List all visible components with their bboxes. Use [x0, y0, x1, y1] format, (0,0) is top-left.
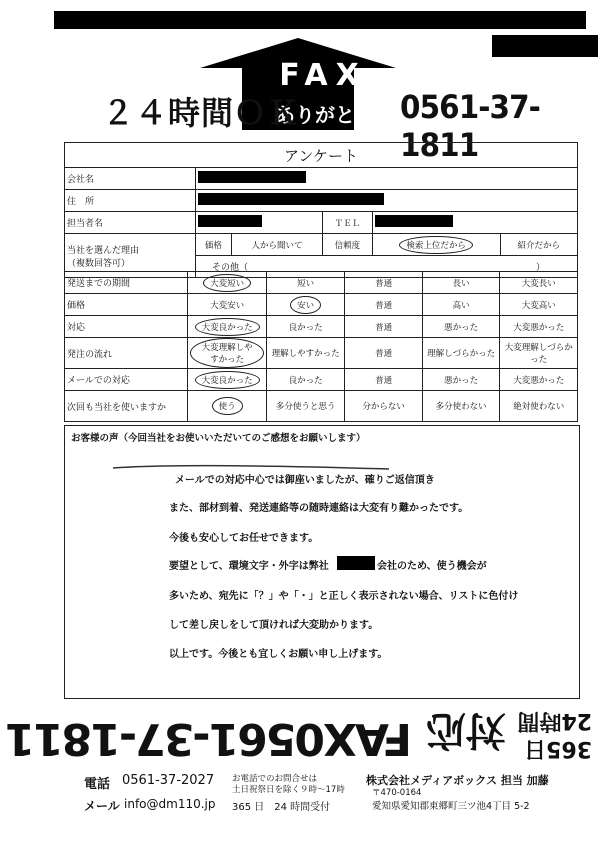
rating-row: [65, 294, 578, 316]
rating-option-selected: 使う: [212, 397, 243, 415]
rating-option[interactable]: [188, 369, 266, 391]
rating-option[interactable]: [422, 338, 500, 369]
rating-option[interactable]: [345, 316, 423, 338]
rating-option-label: 悪かった: [444, 375, 479, 386]
reason-option-search[interactable]: [372, 234, 500, 256]
rating-option-label: 良かった: [288, 322, 323, 333]
rating-option[interactable]: [188, 338, 266, 369]
rating-option-label: 理解しやすかった: [271, 349, 340, 359]
rating-option[interactable]: [188, 294, 266, 316]
rating-option[interactable]: [422, 391, 500, 422]
rating-option-selected: 安い: [290, 296, 321, 314]
rating-option[interactable]: [500, 272, 578, 294]
rating-option[interactable]: [266, 294, 344, 316]
reason-option-referral-word[interactable]: 人から聞いて: [231, 234, 322, 256]
rating-row-label: 発注の流れ: [65, 338, 188, 369]
comments-title: お客様の声（今回当社をお使いいただいてのご感想をお願いします）: [71, 433, 366, 444]
rating-option-label: 良かった: [288, 375, 323, 386]
rating-option-label: 大変長い: [521, 278, 556, 289]
rating-option[interactable]: [266, 338, 344, 369]
rating-option[interactable]: [422, 272, 500, 294]
rating-option[interactable]: [500, 316, 578, 338]
reason-sub-text: （複数回答可）: [67, 258, 131, 269]
rating-option-label: 大変理解しづらかった: [504, 343, 573, 365]
survey-title: アンケート: [65, 143, 578, 168]
rating-option-label: 多分使うと思う: [275, 402, 336, 412]
rating-option[interactable]: [345, 294, 423, 316]
comments-box: [64, 425, 580, 699]
rating-option[interactable]: [500, 391, 578, 422]
rating-row-label: 次回も当社を使いますか: [65, 391, 188, 422]
rating-option-label: 普通: [375, 375, 393, 386]
footer-tel-label: 電話: [84, 777, 111, 792]
footer-mail: info@dm110.jp: [124, 797, 216, 811]
rating-row: [65, 316, 578, 338]
reason-option-introduction[interactable]: 紹介だから: [500, 234, 577, 256]
reason-label-text: 当社を選んだ理由: [67, 245, 140, 256]
rating-option-label: 大変悪かった: [513, 322, 565, 333]
rating-option-label: 普通: [375, 300, 393, 311]
rating-row-label: 対応: [65, 316, 188, 338]
fax-number: 0561-37-1811: [400, 88, 540, 164]
footer-hours: 24時間: [517, 708, 592, 733]
comment-line-3: 今後も安心してお任せできます。: [169, 533, 319, 544]
tel-field[interactable]: [372, 212, 577, 234]
footer-taiou: 対応: [426, 707, 506, 753]
company-label: 会社名: [65, 168, 196, 190]
rating-option-label: 普通: [375, 349, 393, 359]
comment-line-5: 多いため、宛先に「？」や「・」と正しく表示されない場合、リストに色付け: [169, 591, 519, 602]
rating-row-label: メールでの対応: [65, 369, 188, 391]
footer-mail-label: メール: [84, 799, 120, 813]
footer-mail-note: 365 日 24 時間受付: [232, 802, 331, 813]
rating-option[interactable]: [345, 369, 423, 391]
rating-option[interactable]: [422, 369, 500, 391]
tel-label: ＴＥＬ: [323, 212, 373, 234]
reason-other-close: ）: [535, 263, 545, 273]
footer-tel: 0561-37-2027: [122, 773, 215, 788]
rating-row: [65, 338, 578, 369]
rating-row: [65, 391, 578, 422]
footer-address: 愛知県愛知郡東郷町三ツ池4丁目 5-2: [372, 801, 530, 812]
rating-option[interactable]: [500, 369, 578, 391]
rating-option[interactable]: [422, 294, 500, 316]
footer-fax-number: FAX0561-37-1811: [6, 713, 412, 764]
footer-inquiry-1: お電話でのお問合せは: [232, 774, 318, 784]
rating-option-label: 理解しづらかった: [427, 349, 496, 359]
hours-label: ２４時間ＯＫ: [102, 94, 301, 132]
rating-option-label: 悪かった: [444, 322, 479, 333]
reason-option-trust[interactable]: 信頼度: [323, 234, 373, 256]
rating-option-label: 分からない: [362, 402, 405, 412]
rating-option[interactable]: [266, 369, 344, 391]
reason-other-label: その他（: [212, 263, 249, 273]
company-field[interactable]: [196, 168, 578, 190]
rating-table: [64, 271, 578, 422]
footer-days: 365日: [524, 736, 592, 761]
redaction-top-right: [492, 35, 598, 57]
comment-line-2: また、部材到着、発送連絡等の随時連絡は大変有り難かったです。: [169, 503, 469, 514]
survey-table: [64, 142, 578, 278]
rating-option[interactable]: [188, 272, 266, 294]
comment-line-7: 以上です。今後とも宜しくお願い申し上げます。: [169, 649, 388, 660]
contact-label: 担当者名: [65, 212, 196, 234]
rating-option-selected: 大変良かった: [195, 318, 260, 336]
rating-option[interactable]: [266, 272, 344, 294]
rating-option-selected: 大変短い: [203, 274, 251, 292]
reason-option-search-selected: 検索上位だから: [399, 236, 473, 254]
comment-line-6: して差し戻しをして頂ければ大変助かります。: [169, 620, 379, 631]
comment-line-4a: 要望として、環境文字・外字は弊社: [169, 561, 329, 572]
address-label: 住 所: [65, 190, 196, 212]
comment-line-1: メールでの対応中心では御座いましたが、確りご返信頂き: [175, 475, 435, 486]
rating-row: [65, 369, 578, 391]
comment-line-4b: 会社のため、使う機会が: [377, 561, 487, 572]
rating-option-label: 普通: [375, 322, 393, 333]
footer-zip: 〒470-0164: [372, 788, 422, 798]
footer-company: 株式会社メディアボックス 担当 加藤: [366, 774, 549, 787]
address-field[interactable]: [196, 190, 578, 212]
rating-option[interactable]: [188, 391, 266, 422]
rating-option-label: 多分使わない: [435, 402, 487, 412]
rating-option[interactable]: [345, 272, 423, 294]
fax-thanks: ありがとう: [275, 103, 375, 127]
rating-option[interactable]: [422, 316, 500, 338]
rating-option[interactable]: [345, 391, 423, 422]
footer-banner-rotated: [6, 702, 592, 768]
rating-option-selected: 大変理解しやすかった: [190, 338, 263, 368]
rating-option[interactable]: [266, 316, 344, 338]
rating-option[interactable]: [345, 338, 423, 369]
rating-option-label: 絶対使わない: [513, 402, 565, 412]
rating-option[interactable]: [500, 338, 578, 369]
rating-option-label: 高い: [452, 300, 470, 311]
rating-option-label: 大変高い: [521, 300, 556, 311]
redaction-comment: [337, 556, 375, 570]
rating-row: [65, 272, 578, 294]
rating-row-label: 発送までの期間: [65, 272, 188, 294]
rating-row-label: 価格: [65, 294, 188, 316]
fax-title: FAX: [279, 58, 367, 93]
rating-option-label: 短い: [297, 278, 315, 289]
rating-option-label: 長い: [452, 278, 470, 289]
footer-inquiry-2: 土日祝祭日を除く９時〜17時: [232, 785, 345, 795]
rating-option[interactable]: [188, 316, 266, 338]
rating-option-selected: 大変良かった: [195, 371, 260, 389]
contact-field[interactable]: [196, 212, 323, 234]
rating-option-label: 大変安い: [210, 300, 245, 311]
rating-option-label: 普通: [375, 278, 393, 289]
rating-option[interactable]: [500, 294, 578, 316]
rating-option[interactable]: [266, 391, 344, 422]
reason-option-price[interactable]: 価格: [196, 234, 232, 256]
redaction-top-bar: [54, 11, 586, 29]
rating-option-label: 大変悪かった: [513, 375, 565, 386]
